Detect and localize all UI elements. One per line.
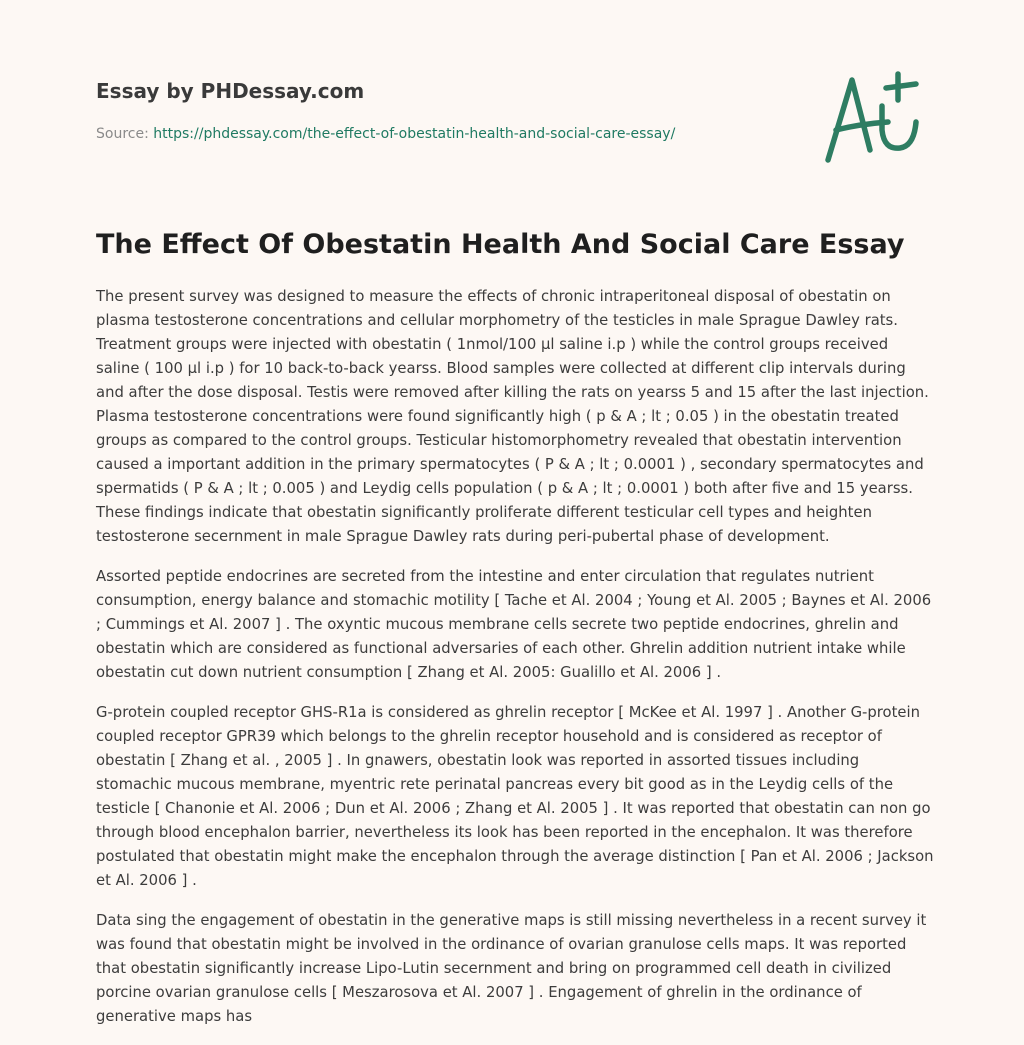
brand-title: Essay by PHDessay.com: [96, 79, 365, 103]
essay-paragraph: G-protein coupled receptor GHS-R1a is considered as ghrelin receptor [ McKee et Al. 1997 ] . Another G-protein coupled receptor GPR39 which belongs to the ghrelin receptor household and is considered as receptor of obestatin [ Zhang et al. , 2005 ] . In gnawers, obestatin look was reported in assorted tissues including stomachic mucous membrane, myentric rete perinatal pancreas every bit good as in the Leydig cells of the testicle [ Chanonie et Al. 2006 ; Dun et Al. 2006 ; Zhang et Al. 2005 ] . It was reported that obestatin can non go through blood encephalon barrier, nevertheless its look has been reported in the encephalon. It was therefore postulated that obestatin might make the encephalon through the average distinction [ Pan et Al. 2006 ; Jackson et Al. 2006 ] .: [96, 704, 934, 889]
essay-body: [96, 285, 936, 1045]
essay-paragraph: Assorted peptide endocrines are secreted from the intestine and enter circulation that regulates nutrient consumption, energy balance and stomachic motility [ Tache et Al. 2004 ; Young et Al. 2005 ; Baynes et Al. 2006 ; Cummings et Al. 2007 ] . The oxyntic mucous membrane cells secrete two peptide endocrines, ghrelin and obestatin which are considered as functional adversaries of each other. Ghrelin addition nutrient intake while obestatin cut down nutrient consumption [ Zhang et Al. 2005: Gualillo et Al. 2006 ] .: [96, 568, 932, 681]
source-label: Source:: [96, 126, 154, 142]
essay-paragraph: The present survey was designed to measure the effects of chronic intraperitoneal disposal of obestatin on plasma testosterone concentrations and cellular morphometry of the testicles in male Sprague Dawley rats. Treatment groups were injected with obestatin ( 1nmol/100 µl saline i.p ) while the control groups received saline ( 100 µl i.p ) for 10 back-to-back yearss. Blood samples were collected at different clip intervals during and after the dose disposal. Testis were removed after killing the rats on yearss 5 and 15 after the last injection. Plasma testosterone concentrations were found significantly high ( p & A ; lt ; 0.05 ) in the obestatin treated groups as compared to the control groups. Testicular histomorphometry revealed that obestatin intervention caused a important addition in the primary spermatocytes ( P & A ; lt ; 0.0001 ) , secondary spermatocytes and spermatids ( P & A ; lt ; 0.005 ) and Leydig cells population ( p & A ; lt ; 0.0001 ) both after five and 15 yearss. These findings indicate that obestatin significantly proliferate different testicular cell types and heighten testosterone secernment in male Sprague Dawley rats during peri-pubertal phase of development.: [96, 288, 929, 545]
essay-paragraph: Data sing the engagement of obestatin in the generative maps is still missing nevertheless in a recent survey it was found that obestatin might be involved in the ordinance of ovarian granulose cells maps. It was reported that obestatin significantly increase Lipo-Lutin secernment and bring on programmed cell death in civilized porcine ovarian granulose cells [ Meszarosova et Al. 2007 ] . Engagement of ghrelin in the ordinance of generative maps has: [96, 912, 927, 1025]
essay-title: The Effect Of Obestatin Health And Social Care Essay: [96, 229, 905, 260]
source-link[interactable]: https://phdessay.com/the-effect-of-obestatin-health-and-social-care-essay/: [153, 126, 676, 142]
site-header: [96, 78, 936, 144]
a-plus-logo-icon: [818, 66, 934, 166]
a-plus-logo: [818, 66, 934, 166]
source-line: [96, 124, 936, 144]
